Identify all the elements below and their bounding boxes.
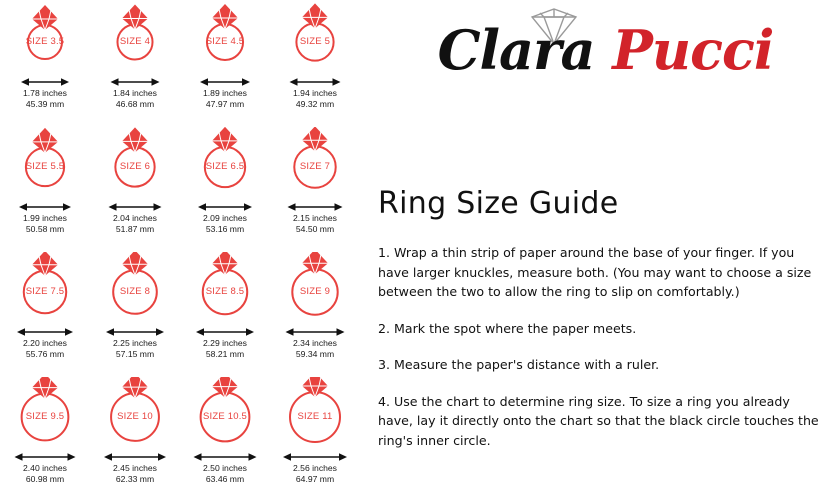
ring-size-cell [0,375,90,500]
ring-size-label: SIZE 9 [299,286,331,297]
ring-measurements [0,463,90,484]
ring-measurements [180,88,270,109]
ring-mm: 46.68 mm [115,98,155,109]
ring-size-cell [90,250,180,375]
ring-size-cell [270,250,360,375]
ring-illustration [270,375,360,447]
ring-mm: 51.87 mm [115,223,155,234]
ring-inches: 1.78 inches [23,88,67,98]
ring-size-label: SIZE 6 [119,161,151,172]
ring-mm: 60.98 mm [25,473,65,484]
guide-step-2: 2. Mark the spot where the paper meets. [378,320,637,336]
ring-size-cell [0,125,90,250]
brand-second-word: Pucci [612,18,774,82]
ring-mm: 57.15 mm [115,348,155,359]
ring-illustration [90,125,180,197]
ring-size-cell [90,125,180,250]
ring-inches: 2.15 inches [293,213,337,223]
ring-size-label: SIZE 4 [119,36,151,47]
ring-size-cell [270,125,360,250]
brand-first-word: Clara [437,18,595,82]
ring-size-label: SIZE 3.5 [25,36,65,47]
guide-panel [378,186,828,467]
ring-mm: 55.76 mm [25,348,65,359]
ring-measurements [90,463,180,484]
ring-inches: 2.50 inches [203,463,247,473]
ring-illustration [270,125,360,197]
ring-size-cell [270,0,360,125]
ring-size-label: SIZE 6.5 [205,161,245,172]
ring-size-cell [90,0,180,125]
ring-inches: 2.29 inches [203,338,247,348]
ring-inches: 1.94 inches [293,88,337,98]
ring-measurements [270,463,360,484]
ring-illustration [180,375,270,447]
ring-size-cell [180,250,270,375]
guide-step-1: 1. Wrap a thin strip of paper around the base of your finger. If you have larger knuckles, measure both. (You may want to choose a size between the two to allow the ring to slip on comfortably.) [378,245,812,299]
ring-illustration [270,250,360,322]
ring-mm: 47.97 mm [205,98,245,109]
ring-illustration [180,125,270,197]
ring-size-label: SIZE 10 [117,411,153,422]
ring-illustration [0,375,90,447]
ring-measurements [270,338,360,359]
ring-illustration [0,125,90,197]
ring-size-label: SIZE 4.5 [205,36,245,47]
ring-mm: 49.32 mm [295,98,335,109]
ring-inches: 2.20 inches [23,338,67,348]
brand-logo [378,4,833,114]
ring-mm: 63.46 mm [205,473,245,484]
ring-size-label: SIZE 10.5 [202,411,248,422]
ring-measurements [90,88,180,109]
ring-inches: 2.45 inches [113,463,157,473]
guide-step-4: 4. Use the chart to determine ring size. To size a ring you already have, lay it directly onto the chart so that the black circle touches the ring's inner circle. [378,393,819,448]
ring-size-cell [180,0,270,125]
ring-mm: 62.33 mm [115,473,155,484]
ring-size-cell [90,375,180,500]
ring-size-label: SIZE 7.5 [25,286,65,297]
ring-measurements [90,338,180,359]
ring-mm: 59.34 mm [295,348,335,359]
page-title: Ring Size Guide [378,186,619,221]
ring-illustration [0,250,90,322]
ring-size-cell [0,0,90,125]
ring-measurements [180,463,270,484]
ring-inches: 2.04 inches [113,213,157,223]
ring-mm: 64.97 mm [295,473,335,484]
ring-size-label: SIZE 9.5 [25,411,65,422]
ring-illustration [180,250,270,322]
ring-size-cell [0,250,90,375]
ring-size-label: SIZE 8 [119,286,151,297]
ring-measurements [90,213,180,234]
ring-illustration [270,0,360,72]
ring-illustration [90,0,180,72]
ring-size-label: SIZE 8.5 [205,286,245,297]
ring-measurements [270,213,360,234]
ring-size-cell [180,125,270,250]
ring-inches: 2.56 inches [293,463,337,473]
ring-size-label: SIZE 11 [297,411,333,422]
ring-inches: 1.99 inches [23,213,67,223]
guide-step-3: 3. Measure the paper's distance with a ruler. [378,357,660,372]
ring-mm: 50.58 mm [25,223,65,234]
ring-illustration [0,0,90,72]
ring-illustration [180,0,270,72]
ring-measurements [180,338,270,359]
ring-measurements [0,88,90,109]
ring-measurements [180,213,270,234]
ring-mm: 53.16 mm [205,223,245,234]
ring-inches: 2.40 inches [23,463,67,473]
ring-size-label: SIZE 7 [299,161,331,172]
ring-inches: 2.34 inches [293,338,337,348]
ring-size-chart [0,0,360,501]
ring-inches: 2.09 inches [203,213,247,223]
ring-size-cell [180,375,270,500]
ring-measurements [0,213,90,234]
brand-wordmark [378,18,833,82]
ring-illustration [90,250,180,322]
ring-mm: 58.21 mm [205,348,245,359]
ring-measurements [0,338,90,359]
ring-measurements [270,88,360,109]
ring-mm: 54.50 mm [295,223,335,234]
ring-inches: 2.25 inches [113,338,157,348]
ring-size-label: SIZE 5 [299,36,331,47]
ring-size-label: SIZE 5.5 [25,161,65,172]
ring-inches: 1.84 inches [113,88,157,98]
ring-mm: 45.39 mm [25,98,65,109]
ring-size-cell [270,375,360,500]
ring-inches: 1.89 inches [203,88,247,98]
ring-illustration [90,375,180,447]
